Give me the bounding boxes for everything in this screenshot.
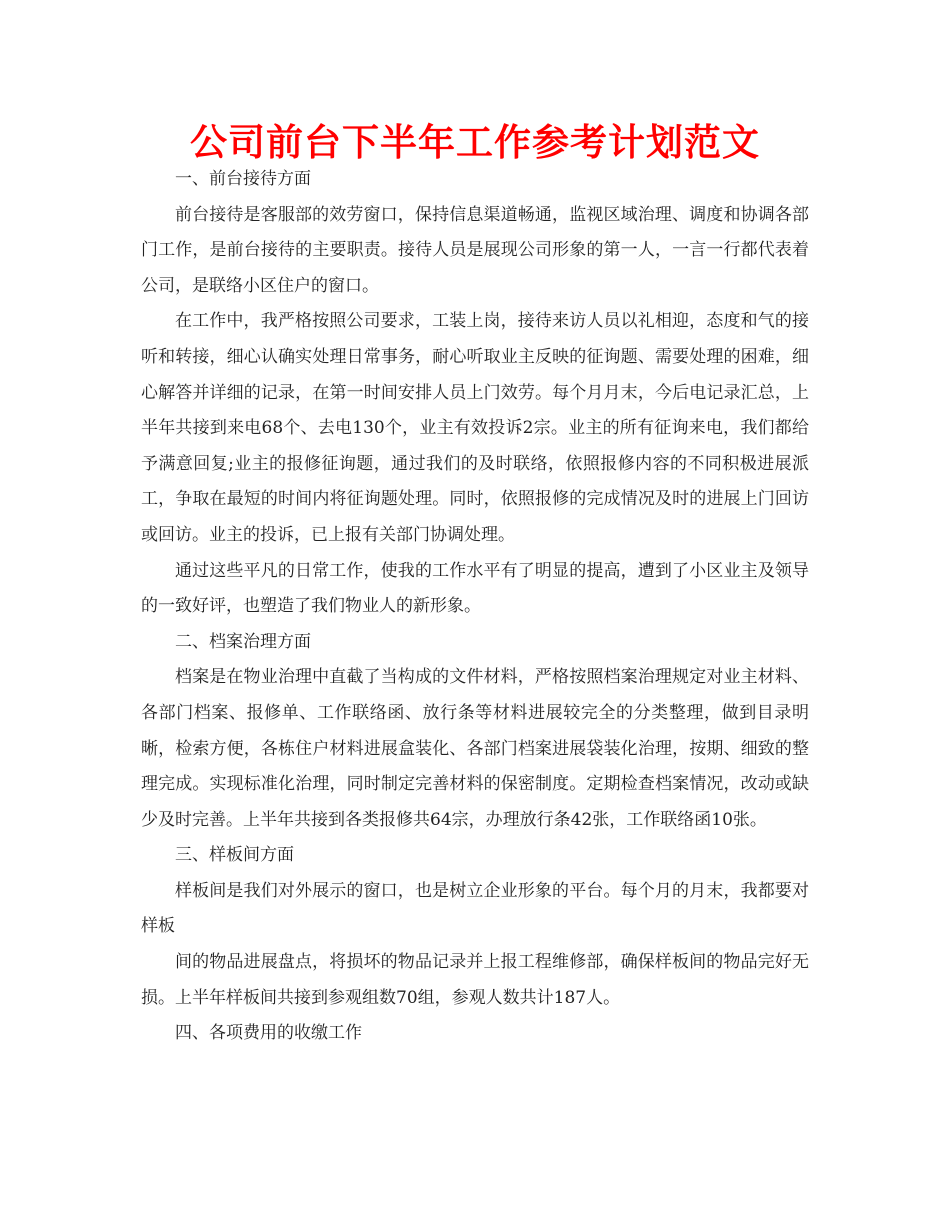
section-heading-archives: 二、档案治理方面 <box>175 631 311 652</box>
document-body <box>141 162 809 1052</box>
paragraph: 档案是在物业治理中直截了当构成的文件材料，严格按照档案治理规定对业主材料、各部门档案、报修单、工作联络函、放行条等材料进展较完全的分类整理，做到目录明晰，检索方便，各栋住户材料进展盒装化、各部门档案进展袋装化治理，按期、细致的整理完成。实现标准化治理，同时制定完善材料的保密制度。定期检查档案情况，改动或缺少及时完善。上半年共接到各类报修共64宗，办理放行条42张，工作联络函10张。 <box>141 667 809 830</box>
paragraph: 样板间是我们对外展示的窗口，也是树立企业形象的平台。每个月的月末，我都要对样板 <box>141 880 809 937</box>
document-title: 公司前台下半年工作参考计划范文 <box>190 121 760 164</box>
paragraph: 间的物品进展盘点，将损坏的物品记录并上报工程维修部，确保样板间的物品完好无损。上半年样板间共接到参观组数70组，参观人数共计187人。 <box>141 952 809 1008</box>
section-heading-reception: 一、前台接待方面 <box>175 169 311 189</box>
section-heading-fees: 四、各项费用的收缴工作 <box>175 1023 362 1044</box>
paragraph: 在工作中，我严格按照公司要求，工装上岗，接待来访人员以礼相迎，态度和气的接听和转接，细心认确实处理日常事务，耐心听取业主反映的征询题、需要处理的困难，细心解答并详细的记录，在第一时间安排人员上门效劳。每个月月末，今后电记录汇总，上半年共接到来电68个、去电130个，业主有效投诉2宗。业主的所有征询来电，我们都给予满意回复;业主的报修征询题，通过我们的及时联络，依照报修内容的不同积极进展派工，争取在最短的时间内将征询题处理。同时，依照报修的完成情况及时的进展上门回访或回访。业主的投诉，已上报有关部门协调处理。 <box>141 311 809 545</box>
section-heading-showroom: 三、样板间方面 <box>175 845 294 866</box>
paragraph: 前台接待是客服部的效劳窗口，保持信息渠道畅通，监视区域治理、调度和协调各部门工作，是前台接待的主要职责。接待人员是展现公司形象的第一人，一言一行都代表着公司，是联络小区住户的窗口。 <box>141 204 809 296</box>
paragraph: 通过这些平凡的日常工作，使我的工作水平有了明显的提高，遭到了小区业主及领导的一致好评，也塑造了我们物业人的新形象。 <box>141 560 809 617</box>
